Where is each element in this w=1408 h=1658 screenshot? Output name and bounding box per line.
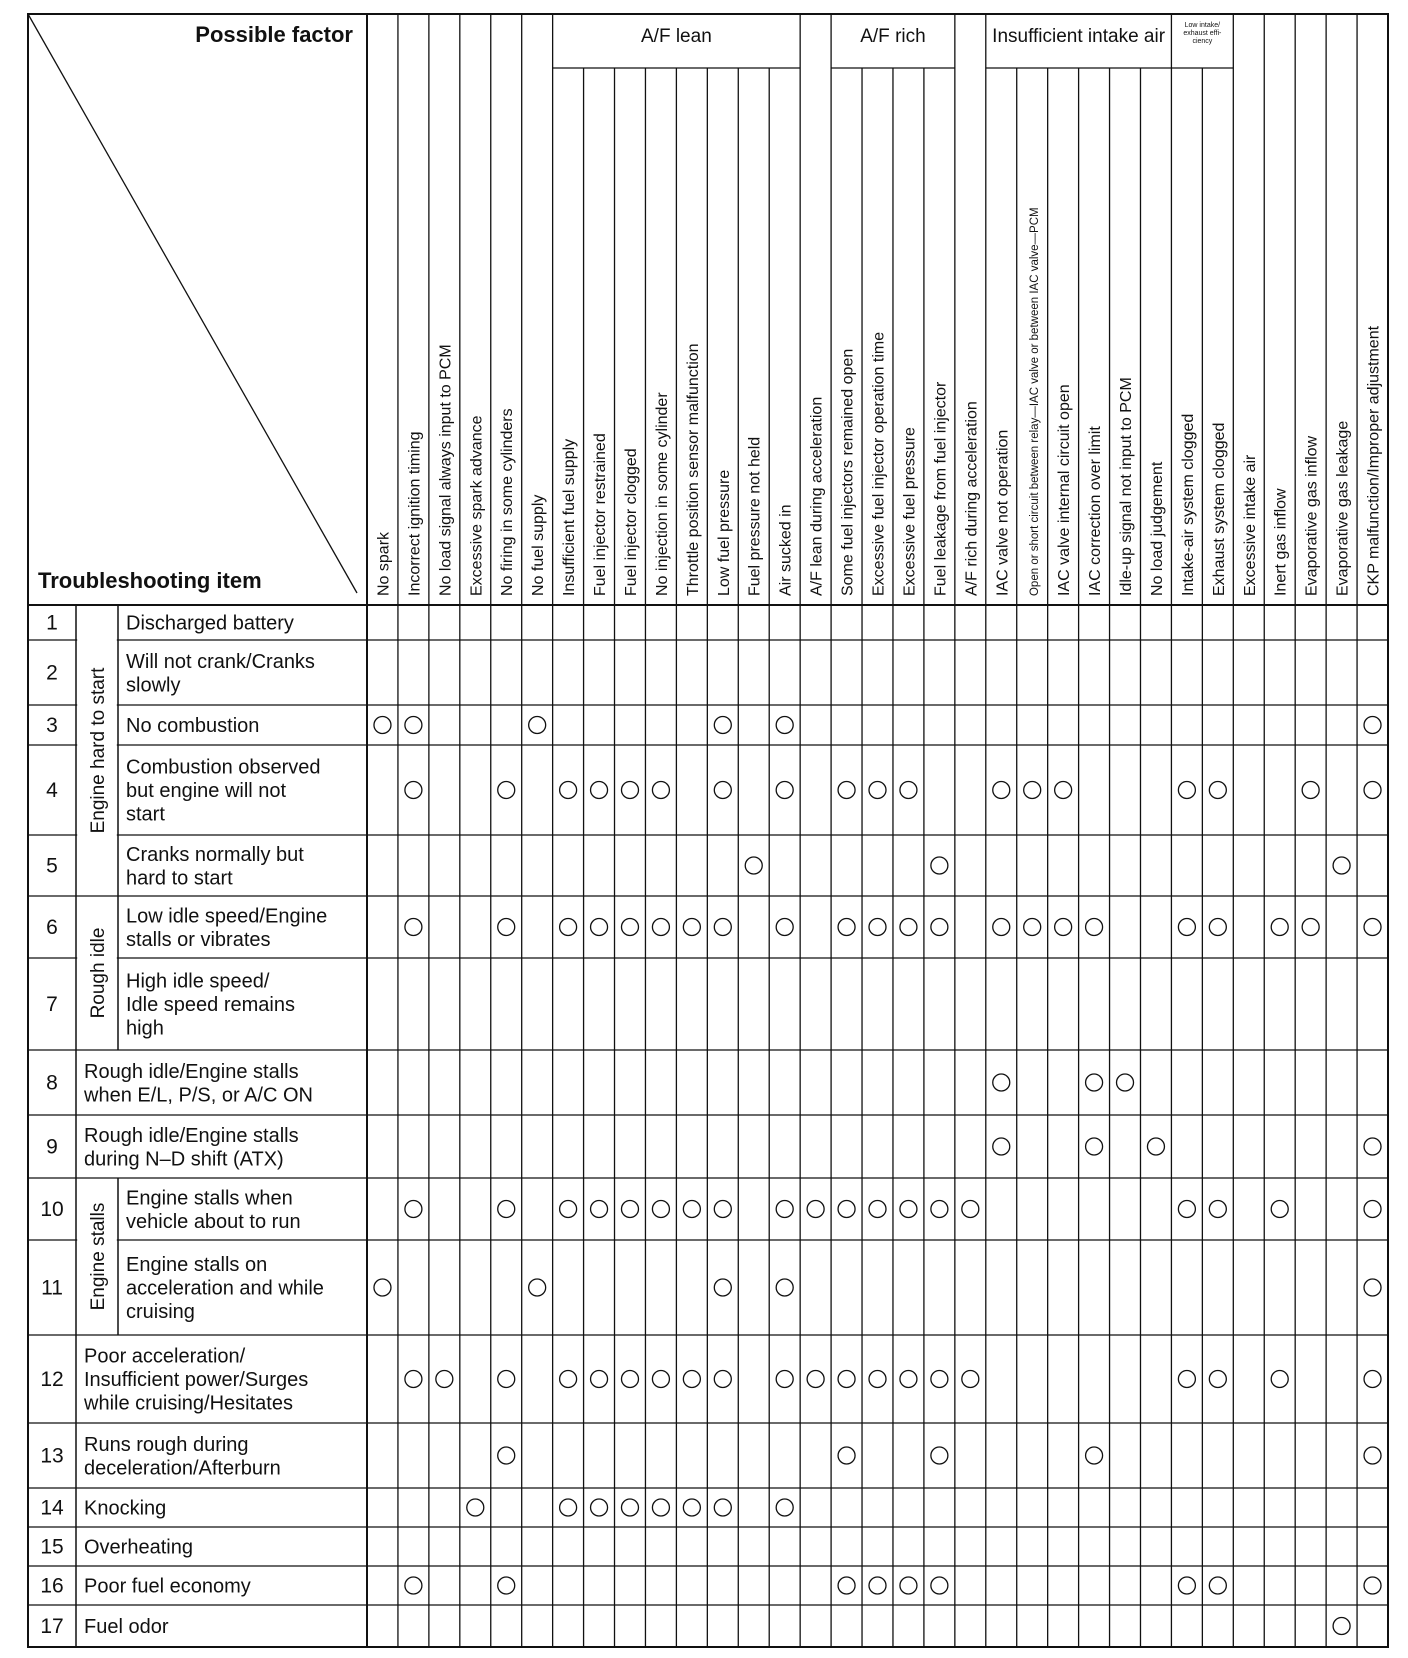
- troubleshooting-item-label: cruising: [126, 1301, 195, 1323]
- possible-factor-mark: [683, 1201, 700, 1218]
- factor-column-label: No firing in some cylinders: [499, 408, 517, 596]
- factor-column-label: Insufficient fuel supply: [561, 438, 579, 596]
- possible-factor-mark: [900, 1577, 917, 1594]
- possible-factor-mark: [776, 1499, 793, 1516]
- row-number: 12: [40, 1368, 64, 1391]
- possible-factor-mark: [1209, 1371, 1226, 1388]
- possible-factor-mark: [931, 1371, 948, 1388]
- possible-factor-mark: [1302, 919, 1319, 936]
- possible-factor-mark: [652, 1499, 669, 1516]
- possible-factor-mark: [652, 1371, 669, 1388]
- possible-factor-mark: [1271, 919, 1288, 936]
- troubleshooting-item-label: Fuel odor: [84, 1616, 169, 1638]
- row-number: 2: [46, 661, 58, 685]
- possible-factor-mark: [560, 1371, 577, 1388]
- possible-factor-mark: [714, 717, 731, 734]
- troubleshooting-item-label: Combustion observed: [126, 756, 321, 779]
- possible-factor-mark: [621, 1371, 638, 1388]
- possible-factor-mark: [652, 919, 669, 936]
- troubleshooting-item-label: hard to start: [126, 867, 233, 890]
- row-number: 8: [46, 1071, 58, 1095]
- factor-column-label: No load judgement: [1148, 461, 1166, 596]
- factor-column-label: Incorrect ignition timing: [406, 431, 424, 596]
- possible-factor-mark: [714, 1201, 731, 1218]
- possible-factor-mark: [621, 782, 638, 799]
- possible-factor-mark: [1086, 919, 1103, 936]
- troubleshooting-item-label: Overheating: [84, 1536, 193, 1559]
- possible-factor-mark: [591, 1201, 608, 1218]
- possible-factor-mark: [1209, 1577, 1226, 1594]
- troubleshooting-item-label: when E/L, P/S, or A/C ON: [84, 1084, 313, 1107]
- possible-factor-mark: [993, 1074, 1010, 1091]
- possible-factor-mark: [714, 782, 731, 799]
- possible-factor-mark: [838, 1577, 855, 1594]
- possible-factor-mark: [1055, 919, 1072, 936]
- possible-factor-mark: [714, 1371, 731, 1388]
- factor-column-label: CKP malfunction/Improper adjustment: [1365, 325, 1383, 596]
- possible-factor-mark: [621, 919, 638, 936]
- possible-factor-mark: [1364, 1447, 1381, 1464]
- factor-column-label: Throttle position sensor malfunction: [684, 343, 702, 596]
- possible-factor-mark: [591, 1499, 608, 1516]
- possible-factor-mark: [838, 919, 855, 936]
- factor-column-label: Exhaust system clogged: [1210, 422, 1228, 596]
- possible-factor-mark: [931, 1201, 948, 1218]
- possible-factor-mark: [591, 782, 608, 799]
- troubleshooting-item-label: while cruising/Hesitates: [84, 1392, 293, 1415]
- possible-factor-mark: [993, 782, 1010, 799]
- factor-column-label: IAC correction over limit: [1087, 426, 1105, 596]
- row-number: 11: [41, 1276, 63, 1300]
- factor-column-label: Fuel pressure not held: [746, 436, 764, 596]
- factor-column-label: Excessive spark advance: [468, 415, 486, 596]
- factor-column-label: Fuel leakage from fuel injector: [932, 381, 950, 596]
- possible-factor-heading: Possible factor: [195, 22, 353, 47]
- possible-factor-mark: [745, 857, 762, 874]
- row-number: 17: [40, 1615, 64, 1638]
- possible-factor-mark: [529, 1279, 546, 1296]
- troubleshooting-item-label: Engine stalls when: [126, 1187, 293, 1210]
- factor-column-label: IAC valve not operation: [994, 429, 1012, 596]
- possible-factor-mark: [1178, 1201, 1195, 1218]
- possible-factor-mark: [1209, 919, 1226, 936]
- factor-group-label: A/F lean: [641, 26, 712, 47]
- possible-factor-mark: [838, 1447, 855, 1464]
- row-number: 5: [46, 854, 58, 878]
- possible-factor-mark: [962, 1371, 979, 1388]
- factor-column-label: Evaporative gas leakage: [1334, 420, 1352, 596]
- factor-group-label: Low intake/ exhaust effi-ciency: [1183, 22, 1222, 45]
- factor-column-label: A/F lean during acceleration: [808, 396, 826, 596]
- possible-factor-mark: [591, 1371, 608, 1388]
- troubleshooting-item-label: Insufficient power/Surges: [84, 1369, 309, 1391]
- row-number: 10: [40, 1198, 64, 1221]
- possible-factor-mark: [807, 1201, 824, 1218]
- possible-factor-mark: [529, 717, 546, 734]
- row-number: 7: [46, 993, 58, 1016]
- factor-column-label: Low fuel pressure: [715, 469, 733, 596]
- possible-factor-mark: [1364, 1371, 1381, 1388]
- row-group-cell-merge: [77, 639, 117, 642]
- possible-factor-mark: [776, 1201, 793, 1218]
- possible-factor-mark: [405, 919, 422, 936]
- row-number: 3: [46, 714, 58, 737]
- possible-factor-mark: [1364, 919, 1381, 936]
- row-number: 4: [46, 779, 58, 802]
- possible-factor-mark: [621, 1201, 638, 1218]
- possible-factor-mark: [714, 1499, 731, 1516]
- possible-factor-mark: [1364, 1201, 1381, 1218]
- factor-column-label: IAC valve internal circuit open: [1056, 384, 1074, 596]
- factor-column-label: Fuel injector restrained: [592, 433, 610, 596]
- possible-factor-mark: [560, 1201, 577, 1218]
- possible-factor-mark: [498, 1371, 515, 1388]
- possible-factor-mark: [1178, 919, 1195, 936]
- possible-factor-mark: [838, 1371, 855, 1388]
- troubleshooting-item-label: deceleration/Afterburn: [84, 1457, 281, 1480]
- row-group-label: Engine hard to start: [88, 667, 109, 834]
- possible-factor-mark: [1055, 782, 1072, 799]
- possible-factor-mark: [405, 782, 422, 799]
- possible-factor-mark: [714, 1279, 731, 1296]
- possible-factor-mark: [1117, 1074, 1134, 1091]
- troubleshooting-item-label: Idle speed remains: [126, 994, 295, 1016]
- troubleshooting-item-label: Knocking: [84, 1497, 167, 1520]
- possible-factor-mark: [931, 857, 948, 874]
- factor-column-label: Air sucked in: [777, 504, 795, 596]
- factor-column-label: No fuel supply: [530, 494, 548, 596]
- possible-factor-mark: [1364, 1138, 1381, 1155]
- possible-factor-mark: [900, 1201, 917, 1218]
- factor-column-label: No load signal always input to PCM: [437, 344, 455, 596]
- possible-factor-mark: [900, 1371, 917, 1388]
- possible-factor-mark: [405, 1371, 422, 1388]
- possible-factor-mark: [776, 1279, 793, 1296]
- possible-factor-mark: [621, 1499, 638, 1516]
- possible-factor-mark: [776, 782, 793, 799]
- troubleshooting-item-heading: Troubleshooting item: [38, 568, 262, 593]
- troubleshooting-item-label: Runs rough during: [84, 1433, 249, 1456]
- factor-column-label: Open or short circuit between relay—IAC valve or between IAC valve—PCM: [1029, 207, 1042, 596]
- possible-factor-mark: [993, 1138, 1010, 1155]
- row-number: 13: [40, 1444, 64, 1468]
- possible-factor-mark: [405, 1201, 422, 1218]
- possible-factor-mark: [931, 1447, 948, 1464]
- possible-factor-mark: [498, 919, 515, 936]
- possible-factor-mark: [498, 782, 515, 799]
- possible-factor-mark: [1333, 1618, 1350, 1635]
- possible-factor-mark: [838, 782, 855, 799]
- factor-column-label: Fuel injector clogged: [622, 448, 640, 596]
- row-group-label: Engine stalls: [88, 1202, 109, 1311]
- possible-factor-mark: [1086, 1138, 1103, 1155]
- factor-column-label: Evaporative gas inflow: [1303, 435, 1321, 596]
- possible-factor-mark: [869, 919, 886, 936]
- row-number: 9: [46, 1135, 58, 1159]
- possible-factor-mark: [405, 1577, 422, 1594]
- row-number: 16: [40, 1574, 64, 1598]
- row-number: 1: [46, 611, 58, 635]
- troubleshooting-item-label: Discharged battery: [126, 612, 294, 635]
- possible-factor-mark: [560, 782, 577, 799]
- possible-factor-mark: [1178, 1577, 1195, 1594]
- troubleshooting-item-label: acceleration and while: [126, 1277, 324, 1300]
- possible-factor-mark: [1271, 1371, 1288, 1388]
- troubleshooting-item-label: during N–D shift (ATX): [84, 1148, 284, 1171]
- possible-factor-mark: [683, 919, 700, 936]
- possible-factor-mark: [1302, 782, 1319, 799]
- possible-factor-mark: [1178, 1371, 1195, 1388]
- troubleshooting-item-label: Will not crank/Cranks: [126, 650, 315, 673]
- factor-column-label: Excessive intake air: [1241, 454, 1259, 596]
- possible-factor-mark: [807, 1371, 824, 1388]
- troubleshooting-item-label: Rough idle/Engine stalls: [84, 1124, 299, 1147]
- possible-factor-mark: [1364, 782, 1381, 799]
- factor-group-label: A/F rich: [860, 26, 926, 47]
- possible-factor-mark: [931, 1577, 948, 1594]
- row-number: 14: [40, 1496, 64, 1520]
- factor-group-label: Insufficient intake air: [992, 26, 1166, 47]
- troubleshooting-item-label: slowly: [126, 674, 181, 697]
- troubleshooting-item-label: Low idle speed/Engine: [126, 905, 328, 928]
- possible-factor-mark: [776, 919, 793, 936]
- possible-factor-mark: [869, 1201, 886, 1218]
- possible-factor-mark: [1271, 1201, 1288, 1218]
- possible-factor-mark: [869, 1577, 886, 1594]
- row-number: 6: [46, 916, 58, 939]
- factor-column-label: Excessive fuel pressure: [901, 427, 919, 596]
- possible-factor-mark: [1364, 717, 1381, 734]
- possible-factor-mark: [1147, 1138, 1164, 1155]
- possible-factor-mark: [467, 1499, 484, 1516]
- troubleshooting-item-label: Rough idle/Engine stalls: [84, 1060, 299, 1083]
- possible-factor-mark: [1364, 1577, 1381, 1594]
- possible-factor-mark: [498, 1201, 515, 1218]
- possible-factor-mark: [405, 717, 422, 734]
- troubleshooting-item-label: No combustion: [126, 715, 260, 737]
- possible-factor-mark: [869, 782, 886, 799]
- possible-factor-mark: [776, 717, 793, 734]
- possible-factor-mark: [1178, 782, 1195, 799]
- factor-column-label: Intake-air system clogged: [1179, 413, 1197, 596]
- possible-factor-mark: [1086, 1074, 1103, 1091]
- factor-column-label: Excessive fuel injector operation time: [870, 331, 888, 596]
- factor-column-label: No spark: [375, 531, 393, 596]
- possible-factor-mark: [1024, 782, 1041, 799]
- troubleshooting-item-label: start: [126, 803, 165, 826]
- factor-column-label: Idle-up signal not input to PCM: [1118, 377, 1136, 596]
- possible-factor-mark: [498, 1577, 515, 1594]
- possible-factor-mark: [962, 1201, 979, 1218]
- possible-factor-mark: [1364, 1279, 1381, 1296]
- row-group-label: Rough idle: [88, 927, 109, 1019]
- possible-factor-mark: [683, 1499, 700, 1516]
- row-number: 15: [40, 1535, 64, 1559]
- troubleshooting-item-label: Poor fuel economy: [84, 1575, 251, 1598]
- possible-factor-mark: [900, 919, 917, 936]
- troubleshooting-item-label: high: [126, 1017, 164, 1040]
- possible-factor-mark: [1333, 857, 1350, 874]
- possible-factor-mark: [436, 1371, 453, 1388]
- factor-column-label: Inert gas inflow: [1272, 488, 1290, 596]
- possible-factor-mark: [900, 782, 917, 799]
- troubleshooting-item-label: but engine will not: [126, 780, 287, 802]
- troubleshooting-item-label: Cranks normally but: [126, 843, 304, 866]
- possible-factor-mark: [652, 1201, 669, 1218]
- possible-factor-mark: [683, 1371, 700, 1388]
- possible-factor-mark: [993, 919, 1010, 936]
- factor-column-label: No injection in some cylinder: [653, 392, 671, 596]
- possible-factor-mark: [498, 1447, 515, 1464]
- possible-factor-mark: [838, 1201, 855, 1218]
- possible-factor-mark: [776, 1371, 793, 1388]
- troubleshooting-item-label: stalls or vibrates: [126, 928, 271, 951]
- possible-factor-mark: [560, 919, 577, 936]
- possible-factor-mark: [591, 919, 608, 936]
- troubleshooting-item-label: Engine stalls on: [126, 1254, 268, 1276]
- possible-factor-mark: [374, 1279, 391, 1296]
- troubleshooting-item-label: High idle speed/: [126, 970, 270, 993]
- possible-factor-mark: [652, 782, 669, 799]
- possible-factor-mark: [1209, 782, 1226, 799]
- factor-column-label: A/F rich during acceleration: [963, 401, 981, 596]
- possible-factor-mark: [560, 1499, 577, 1516]
- possible-factor-mark: [714, 919, 731, 936]
- possible-factor-mark: [931, 919, 948, 936]
- possible-factor-mark: [1209, 1201, 1226, 1218]
- possible-factor-mark: [869, 1371, 886, 1388]
- possible-factor-mark: [1024, 919, 1041, 936]
- possible-factor-mark: [374, 717, 391, 734]
- corner-diagonal: [28, 14, 357, 593]
- troubleshooting-item-label: Poor acceleration/: [84, 1345, 246, 1368]
- possible-factor-mark: [1086, 1447, 1103, 1464]
- troubleshooting-item-label: vehicle about to run: [126, 1210, 301, 1233]
- factor-column-label: Some fuel injectors remained open: [839, 348, 857, 596]
